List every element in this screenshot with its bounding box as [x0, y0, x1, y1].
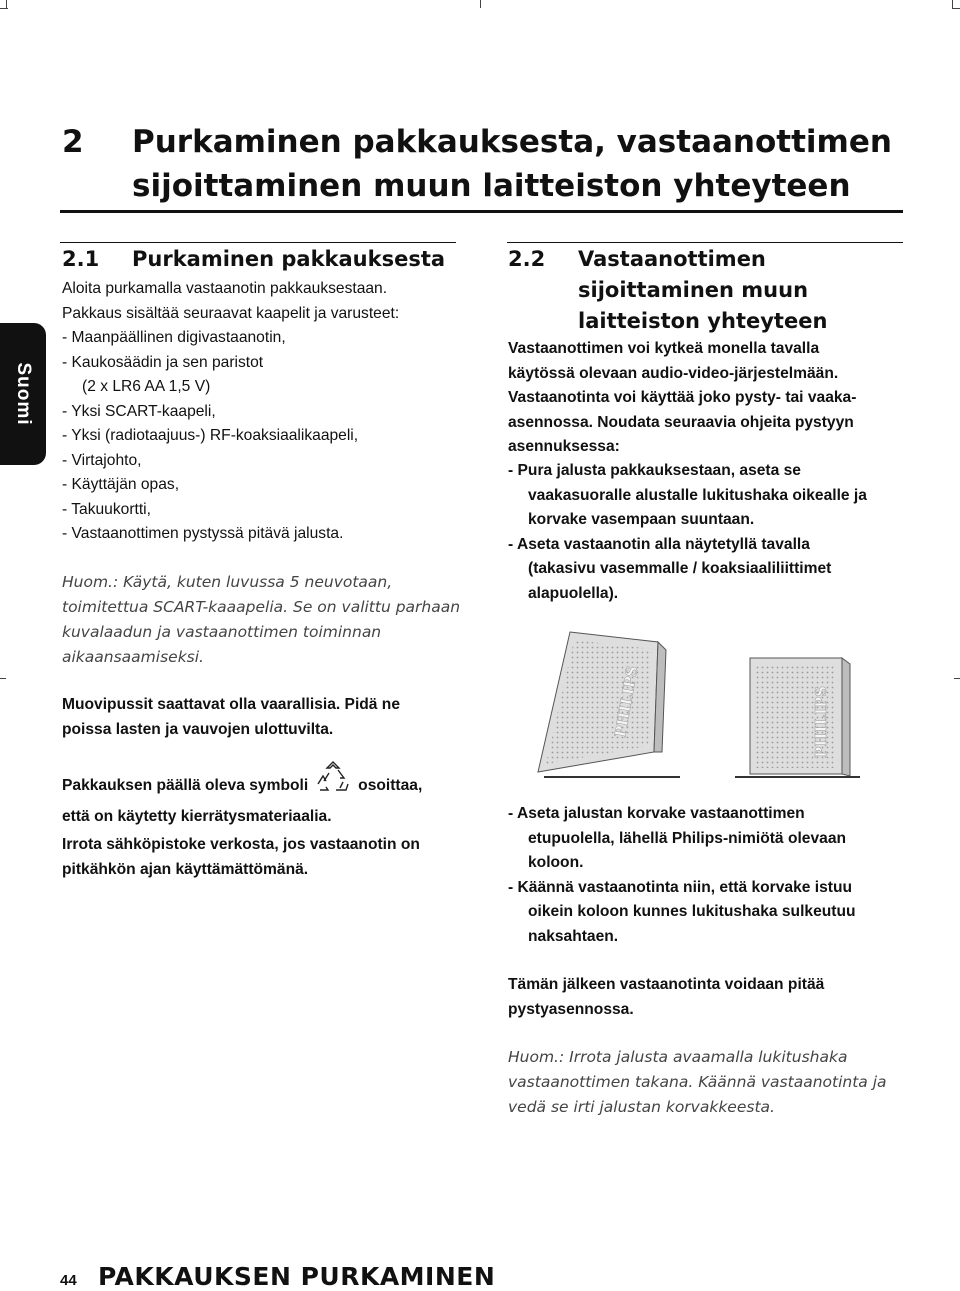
step-line: etupuolella, lähellä Philips-nimiötä olevaan — [528, 829, 847, 847]
list-item: - Virtajohto, — [62, 451, 142, 469]
step-line: - Aseta vastaanotin alla näytetyllä tavalla — [508, 535, 810, 553]
recycle-text-after: osoittaa, — [358, 777, 423, 794]
receiver-stand-illustration — [530, 620, 870, 785]
crop-mark — [952, 8, 960, 9]
receiver-tilted — [538, 632, 680, 777]
unplug-line: Irrota sähköpistoke verkosta, jos vastaanotin on — [62, 836, 420, 853]
step-line: - Pura jalusta pakkauksestaan, aseta se — [508, 462, 801, 479]
package-contents-list — [62, 326, 462, 547]
list-item: - Maanpäällinen digivastaanotin, — [62, 329, 286, 346]
language-label: Suomi — [13, 362, 34, 426]
step-line: - Aseta jalustan korvake vastaanottimen — [508, 805, 805, 822]
section1-title: Purkaminen pakkauksesta — [132, 247, 446, 271]
receiver-upright — [735, 658, 860, 777]
note-line: vedä se irti jalustan korvakkeesta. — [508, 1098, 775, 1116]
running-footer-title: PAKKAUKSEN PURKAMINEN — [98, 1262, 496, 1291]
recycle-text-before: Pakkauksen päällä oleva symboli — [62, 777, 309, 794]
note-line: Huom.: Käytä, kuten luvussa 5 neuvotaan, — [62, 573, 393, 591]
section2-divider — [507, 242, 903, 243]
chapter-title-line2: sijoittaminen muun laitteiston yhteyteen — [132, 168, 851, 204]
section1-intro1: Aloita purkamalla vastaanotin pakkauksestaan. — [62, 280, 388, 297]
section2-title-line2: sijoittaminen muun — [578, 278, 809, 302]
para-line: asennossa. Noudata seuraavia ohjeita pystyyn — [508, 413, 854, 431]
list-item: - Vastaanottimen pystyssä pitävä jalusta. — [62, 525, 344, 542]
step-line: - Käännä vastaanotinta niin, että korvake istuu — [508, 878, 853, 896]
section1-intro2: Pakkaus sisältää seuraavat kaapelit ja varusteet: — [62, 304, 400, 322]
recycle-notice — [62, 760, 482, 829]
section2-number: 2.2 — [508, 247, 546, 271]
after-line: Tämän jälkeen vastaanotinta voidaan pitää — [508, 976, 825, 993]
list-item: - Yksi SCART-kaapeli, — [62, 402, 216, 420]
section2-title-line3: laitteiston yhteyteen — [578, 309, 828, 333]
section2-note — [508, 1045, 928, 1120]
note-line: aikaansaamiseksi. — [62, 648, 204, 666]
chapter-number: 2 — [62, 124, 84, 160]
crop-mark — [480, 0, 481, 8]
recycle-line2: että on käytetty kierrätysmateriaalia. — [62, 807, 332, 825]
step-line: koloon. — [528, 854, 584, 871]
step-line: oikein koloon kunnes lukitushaka sulkeutuu — [528, 903, 856, 920]
setup-steps-2 — [508, 802, 918, 949]
list-item: - Käyttäjän opas, — [62, 476, 180, 493]
unplug-line: pitkähkön ajan käyttämättömänä. — [62, 860, 309, 878]
list-item: - Yksi (radiotaajuus-) RF-koaksiaalikaapeli, — [62, 427, 359, 444]
note-line: vastaanottimen takana. Käännä vastaanotinta ja — [508, 1073, 887, 1091]
chapter-title — [62, 120, 912, 208]
step-line: korvake vasempaan suuntaan. — [528, 511, 755, 528]
note-line: Huom.: Irrota jalusta avaamalla lukitushaka — [508, 1048, 848, 1066]
recycle-icon — [314, 760, 352, 805]
para-line: käytössä olevaan audio-video-järjestelmään. — [508, 364, 839, 382]
after-line: pystyasennossa. — [508, 1000, 634, 1018]
crop-mark — [952, 0, 953, 8]
section2-intro — [508, 337, 918, 460]
brand-logo-right: PHILIPS — [812, 685, 830, 758]
page-number: 44 — [60, 1272, 77, 1289]
list-item: - Kaukosäädin ja sen paristot — [62, 353, 264, 371]
step-line: naksahtaen. — [528, 927, 619, 945]
section1-heading — [62, 244, 462, 275]
setup-steps-1 — [508, 459, 918, 606]
para-line: Vastaanottimen voi kytkeä monella tavalla — [508, 340, 820, 357]
crop-mark — [0, 678, 6, 679]
chapter-title-line1: Purkaminen pakkauksesta, vastaanottimen — [132, 124, 892, 160]
list-item: - Takuukortti, — [62, 500, 151, 518]
crop-mark — [954, 678, 960, 679]
brand-logo-left: PHILIPS — [611, 664, 642, 739]
note-line: toimitettua SCART-kaaapelia. Se on valittu parhaan — [62, 598, 461, 616]
section2-title-line1: Vastaanottimen — [578, 247, 766, 271]
chapter-divider — [60, 210, 903, 213]
step-line: vaakasuoralle alustalle lukitushaka oikealle ja — [528, 486, 867, 504]
list-item: (2 x LR6 AA 1,5 V) — [82, 378, 211, 395]
note-line: kuvalaadun ja vastaanottimen toiminnan — [62, 623, 382, 641]
crop-mark — [6, 0, 7, 8]
plastic-warning — [62, 693, 482, 742]
section1-divider — [60, 242, 456, 243]
warning-line: Muovipussit saattavat olla vaarallisia. Pidä ne — [62, 696, 400, 713]
section1-body — [62, 277, 462, 547]
step-line: (takasivu vasemmalle / koaksiaaliliittimet — [528, 560, 832, 577]
para-line: asennuksessa: — [508, 438, 620, 455]
language-tab — [0, 323, 46, 465]
section1-number: 2.1 — [62, 247, 100, 271]
step-line: alapuolella). — [528, 584, 619, 602]
crop-mark — [0, 8, 8, 9]
section1-note — [62, 570, 482, 670]
section2-after — [508, 973, 918, 1022]
para-line: Vastaanotinta voi käyttää joko pysty- tai vaaka- — [508, 389, 857, 406]
unplug-notice — [62, 833, 482, 882]
warning-line: poissa lasten ja vauvojen ulottuvilta. — [62, 720, 334, 738]
section2-heading — [508, 244, 908, 337]
